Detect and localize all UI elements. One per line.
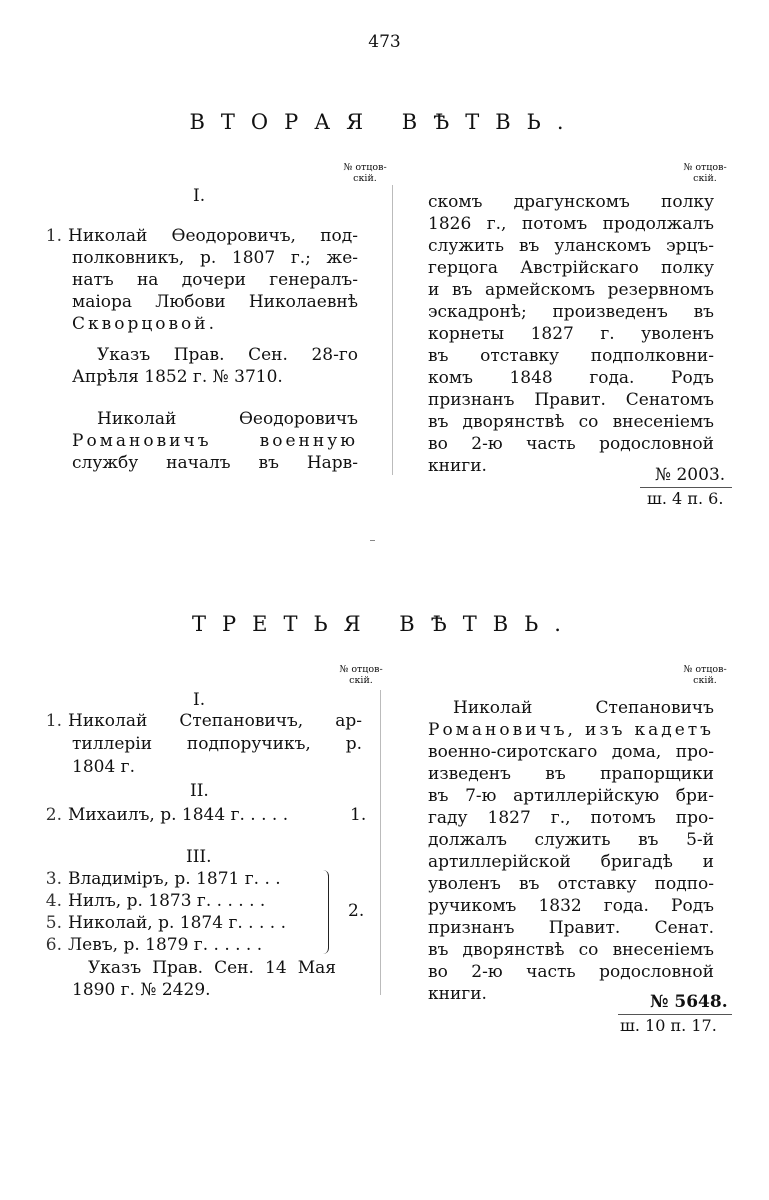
biography-continuation: скомъ драгунскомъ полку 1826 г., потомъ продолжалъ служить въ уланскомъ эрцъ- герцога Австрійскаго полку и въ армейскомъ резервномъ эскадронѣ; произведенъ въ корнеты 1827 г. уволенъ въ отставку подполковни- комъ 1848 года. Родъ признанъ Правит. Сенатомъ въ дворянствѣ со внесеніемъ во 2-ю часть родословной книги. [428,192,714,476]
generation-numeral: III. [186,847,212,867]
ref-column-header-left: № отцов- скій. [339,664,383,686]
genealogy-entry: 5. Николай, р. 1874 г. . . . . [45,913,286,933]
entry-number: 2. [45,805,62,825]
decree-line: Указъ Прав. Сен. 28-го [97,345,358,365]
entry-text-line: 1804 г. [72,757,135,777]
biography-line: Романовичъ военную [72,431,358,451]
genealogy-entry: 6. Левъ, р. 1879 г. . . . . . [45,935,263,955]
entry-text-line: маіора Любови Николаевнѣ [72,292,358,312]
genealogy-entry: 3. Владиміръ, р. 1871 г. . . [45,869,281,889]
entry-number: 1. [45,226,62,246]
genealogy-entry: 2. Михаилъ, р. 1844 г. . . . . [40,805,288,825]
generation-numeral: II. [190,781,209,801]
genealogy-entry: 1. Николай Степановичъ, ар- [40,711,362,731]
decree-line: 1890 г. № 2429. [72,980,211,1000]
genealogy-entry: 4. Нилъ, р. 1873 г. . . . . . [45,891,266,911]
ref-column-header-left: № отцов- скій. [343,162,387,184]
archive-location: ш. 4 п. 6. [647,489,724,508]
divider [640,487,732,488]
ref-column-header-right: № отцов- скій. [683,162,727,184]
parent-ref: 1. [350,805,367,825]
page-number: 473 [368,32,401,52]
bracket [322,870,329,954]
divider [618,1014,732,1015]
genealogy-entry: 1. Николай Ѳеодоровичъ, под- [40,226,358,246]
section-title-second-branch: ВТОРАЯ ВѢТВЬ. [189,110,580,134]
record-number: № 2003. [655,465,726,485]
record-number: № 5648. [650,992,728,1012]
generation-numeral: I. [193,690,206,710]
entry-text-line: натъ на дочери генералъ- [72,270,358,290]
entry-number: 1. [45,711,62,731]
decree-line: Указъ Прав. Сен. 14 Мая [88,958,336,978]
column-divider [380,690,381,995]
parent-ref: 2. [348,901,365,921]
decree-line: Апрѣля 1852 г. № 3710. [72,367,283,387]
biography-line: Николай Ѳеодоровичъ [97,409,358,429]
generation-numeral: I. [193,186,206,206]
archive-location: ш. 10 п. 17. [620,1016,717,1035]
entry-text-line: Скворцовой. [72,314,218,334]
column-divider [392,185,393,475]
entry-text-line: тиллеріи подпоручикъ, р. [72,734,362,754]
section-title-third-branch: ТРЕТЬЯ ВѢТВЬ. [192,612,577,636]
divider [370,540,375,541]
entry-text-line: полковникъ, р. 1807 г.; же- [72,248,358,268]
ref-column-header-right: № отцов- скій. [683,664,727,686]
biography-line: службу началъ въ Нарв- [72,453,358,473]
biography: Николай Степановичъ Романовичъ, изъ кадетъ военно-сиротскаго дома, про- изведенъ въ прапорщики въ 7-ю артиллерійскую бри- гаду 1827 г., потомъ про- должалъ служить въ 5-й артиллерійской бригадѣ и уволенъ въ отставку подпо- ручикомъ 1832 года. Родъ признанъ Правит. Сенат. въ дворянствѣ со внесеніемъ во 2-ю часть родословной книги. [428,698,714,1004]
